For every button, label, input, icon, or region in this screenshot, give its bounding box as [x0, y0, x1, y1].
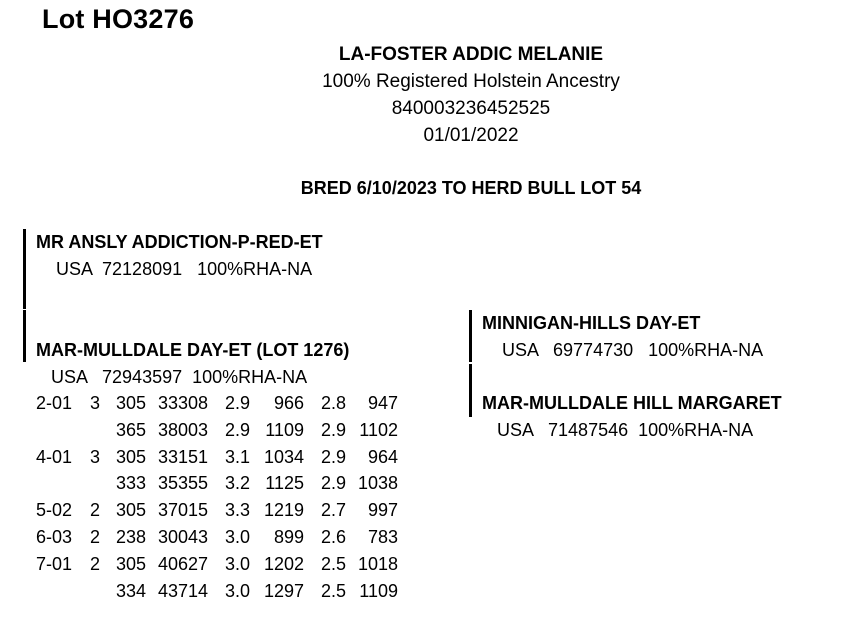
record-milk: 40627 [157, 553, 208, 574]
record-days: 334 [115, 580, 146, 601]
record-protein: 1018 [357, 553, 398, 574]
record-fat: 1125 [265, 473, 304, 494]
record-protein: 947 [367, 393, 398, 413]
record-fat-percent: 3.0 [224, 580, 250, 601]
sire-bracket-line [23, 229, 26, 309]
record-row [30, 417, 398, 444]
record-age: 5-02 [36, 500, 73, 521]
dam-sire-info: USA 69774730 100%RHA-NA [502, 340, 764, 360]
record-fat-percent: 2.9 [224, 419, 250, 440]
record-fat-percent: 3.0 [224, 526, 250, 547]
record-row [30, 470, 398, 497]
record-lactation: 2 [89, 526, 100, 547]
record-age: 4-01 [36, 446, 73, 467]
record-lactation [82, 417, 100, 444]
record-protein: 1102 [359, 419, 398, 440]
animal-id: 840003236452525 [391, 98, 551, 119]
dam-dam-name: MAR-MULLDALE HILL MARGARET [482, 393, 782, 413]
record-fat-percent: 3.2 [224, 473, 250, 494]
sire-name: MR ANSLY ADDICTION-P-RED-ET [36, 232, 323, 252]
record-milk: 33308 [157, 393, 208, 413]
dam-records-table [30, 390, 398, 604]
record-age: 7-01 [36, 553, 73, 574]
record-protein: 1038 [357, 473, 398, 494]
record-age [30, 470, 82, 497]
record-protein-percent: 2.9 [320, 419, 346, 440]
dam-dam-bracket-line [469, 364, 472, 417]
lot-number: Lot HO3276 [42, 4, 195, 34]
dam-info: USA 72943597 100%RHA-NA [51, 367, 308, 387]
dam-sire-name: MINNIGAN-HILLS DAY-ET [482, 313, 701, 333]
record-lactation: 3 [89, 446, 100, 467]
record-fat: 1109 [265, 419, 304, 440]
record-days: 305 [115, 500, 146, 521]
record-protein-percent: 2.6 [320, 526, 346, 547]
record-protein: 1109 [359, 580, 398, 601]
record-row [30, 444, 398, 471]
dam-sire-bracket-line [469, 310, 472, 362]
record-protein-percent: 2.9 [320, 446, 346, 467]
record-age: 6-03 [36, 526, 73, 547]
record-age [30, 417, 82, 444]
record-age: 2-01 [36, 393, 73, 413]
record-days: 305 [115, 446, 146, 467]
record-lactation: 2 [89, 553, 100, 574]
record-protein-percent: 2.8 [320, 393, 346, 413]
birth-date: 01/01/2022 [423, 125, 519, 146]
record-row [30, 524, 398, 551]
record-milk: 38003 [157, 419, 208, 440]
record-age [30, 578, 82, 605]
record-row [30, 551, 398, 578]
animal-name: LA-FOSTER ADDIC MELANIE [338, 44, 604, 65]
record-fat: 899 [273, 526, 304, 547]
record-fat: 1297 [263, 580, 304, 601]
ancestry-line: 100% Registered Holstein Ancestry [322, 71, 620, 92]
sire-info: USA 72128091 100%RHA-NA [56, 259, 313, 279]
record-row [30, 497, 398, 524]
record-lactation: 3 [89, 393, 100, 413]
record-row [30, 390, 398, 417]
record-milk: 35355 [157, 473, 208, 494]
record-fat-percent: 3.0 [224, 553, 250, 574]
record-protein-percent: 2.5 [320, 553, 346, 574]
record-lactation: 2 [89, 500, 100, 521]
record-protein-percent: 2.9 [320, 473, 346, 494]
record-fat-percent: 3.3 [224, 500, 250, 521]
record-days: 305 [115, 553, 146, 574]
record-milk: 33151 [157, 446, 208, 467]
record-lactation [82, 578, 100, 605]
record-days: 238 [115, 526, 146, 547]
record-lactation [82, 470, 100, 497]
record-milk: 37015 [157, 500, 208, 521]
record-days: 305 [115, 393, 146, 413]
record-days: 365 [115, 419, 146, 440]
breeding-info: BRED 6/10/2023 TO HERD BULL LOT 54 [300, 178, 642, 198]
record-fat: 966 [273, 393, 304, 413]
dam-dam-info: USA 71487546 100%RHA-NA [497, 420, 754, 440]
record-protein-percent: 2.5 [320, 580, 346, 601]
dam-name: MAR-MULLDALE DAY-ET (LOT 1276) [36, 340, 350, 360]
record-milk: 43714 [157, 580, 208, 601]
record-fat-percent: 3.1 [224, 446, 250, 467]
record-fat-percent: 2.9 [224, 393, 250, 413]
record-protein-percent: 2.7 [320, 500, 346, 521]
record-fat: 1219 [263, 500, 304, 521]
record-milk: 30043 [157, 526, 208, 547]
dam-bracket-line [23, 310, 26, 362]
record-fat: 1202 [263, 553, 304, 574]
record-row [30, 578, 398, 605]
record-days: 333 [115, 473, 146, 494]
record-protein: 783 [367, 526, 398, 547]
record-protein: 997 [367, 500, 398, 521]
record-fat: 1034 [263, 446, 304, 467]
record-protein: 964 [367, 446, 398, 467]
